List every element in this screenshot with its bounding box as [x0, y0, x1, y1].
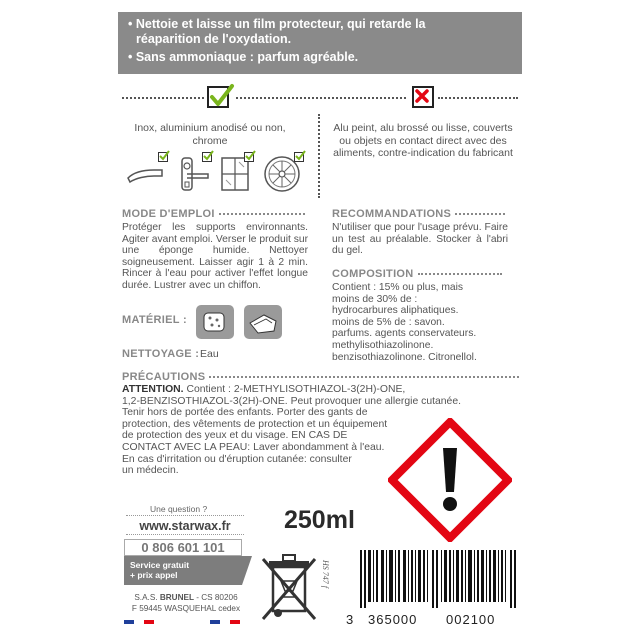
- divider: [236, 97, 406, 99]
- volume-label: 250ml: [284, 506, 355, 534]
- divider: [438, 97, 518, 99]
- materiel-title: MATÉRIEL :: [122, 314, 187, 326]
- benefit-line-2: réaparition de l'oxydation.: [136, 32, 292, 46]
- service-line-1: Service gratuit: [130, 560, 190, 570]
- composition-line: hydrocarbures aliphatiques.: [332, 305, 459, 317]
- composition-line: moins de 30% de :: [332, 293, 418, 305]
- precaution-line: En cas d'irritation ou d'éruption cutanée: consulter: [122, 453, 352, 465]
- composition-line: Contient : 15% ou plus, mais: [332, 282, 464, 293]
- french-flag-icon: [210, 620, 240, 624]
- mini-check-icon: [244, 152, 254, 162]
- door-handle-icon: [126, 162, 166, 186]
- crossed-bin-icon: [259, 551, 319, 623]
- phone-box: [124, 539, 242, 585]
- product-benefits-banner: [118, 12, 522, 74]
- composition-line: parfums. agents conservateurs.: [332, 328, 477, 340]
- attention-label: ATTENTION.: [122, 384, 184, 395]
- benefit-line-1: • Nettoie et laisse un film protecteur, qui retarde la: [128, 17, 426, 31]
- benefit-line-3: • Sans ammoniaque : parfum agréable.: [128, 50, 359, 64]
- question-label: Une question ?: [150, 504, 208, 514]
- mini-check-icon: [294, 152, 304, 162]
- mini-check-icon: [158, 152, 168, 162]
- precaution-line: ATTENTION. Contient : 2-METHYLISOTHIAZOL-3(2H)-ONE,: [122, 384, 406, 395]
- precautions-title: PRÉCAUTIONS: [122, 371, 519, 383]
- unsuitable-cross-icon: [412, 86, 434, 108]
- precaution-line: CONTACT AVEC LA PEAU: Laver abondamment à l'eau.: [122, 441, 385, 453]
- barcode: [358, 550, 518, 608]
- suitable-icons-row: [122, 152, 308, 196]
- mini-check-icon: [202, 152, 212, 162]
- unsuitable-surfaces-text: Alu peint, alu brossé ou lisse, couverts ou objets en contact direct avec des aliments, contre-indication du fabricant: [333, 122, 513, 159]
- company-address: [124, 593, 248, 614]
- mode-emploi-text: Protéger les supports environnants. Agiter avant emploi. Verser le produit sur une éponge humide. Nettoyer soigneusement. Laisser agir 1 à 2 min. Rincer à l'eau pour activer l'effet longue durée. Lustrer avec un chiffon.: [122, 222, 309, 291]
- precaution-line: protection, des vêtements de protection et un équipement: [122, 418, 388, 430]
- french-flag-icon: [124, 620, 154, 624]
- ghs-exclamation-hazard-icon: [388, 418, 512, 542]
- recommandations-text: N'utiliser que pour l'usage prévu. Faire un test au préalable. Stocker à l'abri du gel.: [332, 222, 508, 257]
- barcode-first-digit: 3: [346, 612, 355, 627]
- barcode-group-2: 002100: [446, 612, 496, 627]
- nettoyage-value: Eau: [200, 348, 219, 360]
- composition-text: [332, 282, 512, 363]
- recommandations-title: RECOMMANDATIONS: [332, 208, 505, 220]
- barcode-group-1: 365000: [368, 612, 418, 627]
- company-line-2: F 59445 WASQUEHAL cedex: [131, 603, 241, 613]
- nettoyage-title: NETTOYAGE :: [122, 348, 200, 360]
- composition-line: benzisothiazolinone. Citronellol.: [332, 351, 477, 363]
- suitable-check-icon: [207, 86, 229, 108]
- divider: [122, 97, 204, 99]
- composition-line: moins de 5% de : savon.: [332, 316, 445, 328]
- composition-title: COMPOSITION: [332, 268, 502, 280]
- service-line-2: + prix appel: [130, 570, 178, 580]
- phone-service-band: [124, 556, 242, 585]
- suitable-surfaces-text: Inox, aluminium anodisé ou non, chrome: [134, 122, 286, 147]
- mode-emploi-title: MODE D'EMPLOI: [122, 208, 305, 220]
- precaution-line: de protection des yeux et du visage. EN CAS DE: [122, 430, 348, 442]
- precaution-line: un médecin.: [122, 465, 179, 477]
- precaution-line: Tenir hors de portée des enfants. Porter des gants de: [122, 407, 368, 419]
- cloth-icon: [244, 305, 282, 339]
- phone-number[interactable]: 0 806 601 101: [124, 539, 242, 556]
- website-link[interactable]: www.starwax.fr: [126, 515, 244, 535]
- company-line-1: S.A.S. BRUNEL - CS 80206: [134, 593, 238, 602]
- precaution-line: 1,2-BENZISOTHIAZOL-3(2H)-ONE. Peut provoquer une allergie cutanée.: [122, 395, 461, 407]
- hs-code: HS 747 f: [321, 560, 330, 588]
- composition-line: methylisothiazolinone.: [332, 339, 434, 351]
- sponge-icon: [196, 305, 234, 339]
- column-divider: [318, 114, 320, 198]
